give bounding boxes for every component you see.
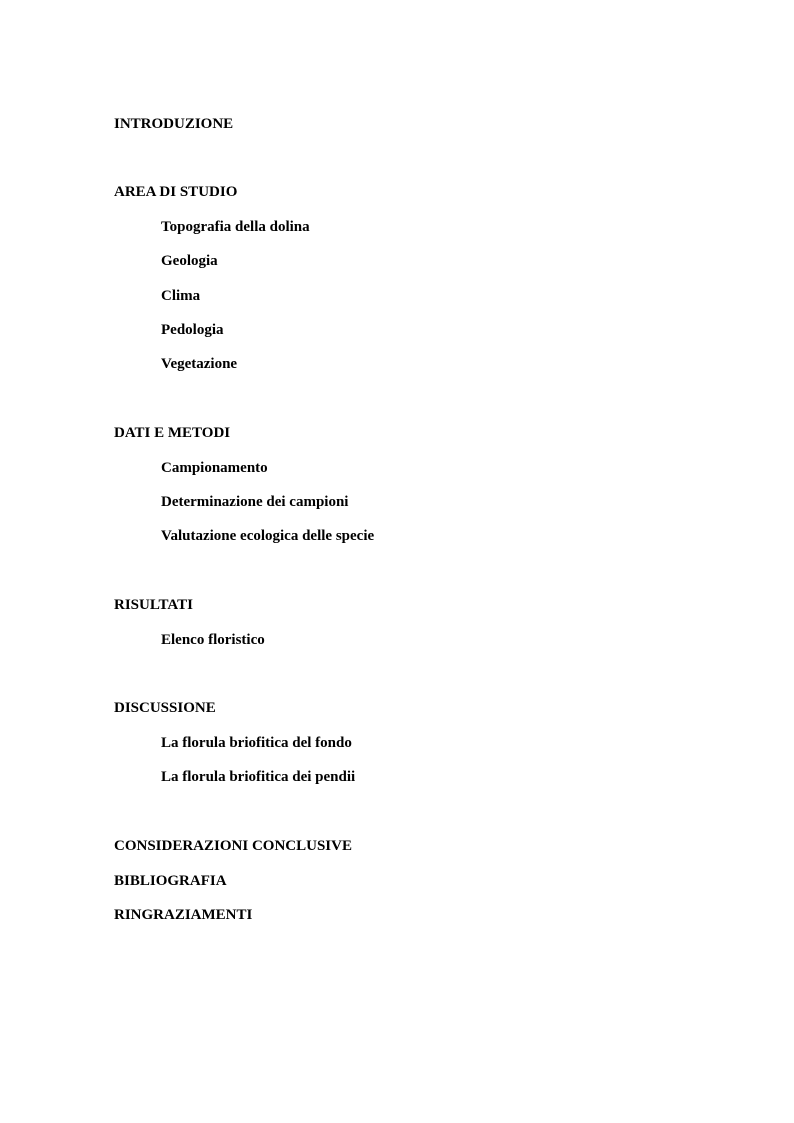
toc-heading-introduzione: INTRODUZIONE	[114, 116, 234, 132]
toc-item-florula-fondo: La florula briofitica del fondo	[161, 735, 352, 751]
toc-item-florula-pendii: La florula briofitica dei pendii	[161, 769, 356, 785]
toc-item-determinazione: Determinazione dei campioni	[161, 494, 349, 510]
toc-heading-discussione: DISCUSSIONE	[114, 700, 216, 716]
toc-heading-dati-e-metodi: DATI E METODI	[114, 425, 231, 441]
toc-heading-considerazioni: CONSIDERAZIONI CONCLUSIVE	[114, 838, 352, 854]
toc-item-campionamento: Campionamento	[161, 460, 268, 476]
toc-item-clima: Clima	[161, 288, 201, 304]
toc-heading-bibliografia: BIBLIOGRAFIA	[114, 873, 227, 889]
toc-heading-risultati: RISULTATI	[114, 597, 193, 613]
toc-item-elenco-floristico: Elenco floristico	[161, 632, 265, 648]
toc-heading-ringraziamenti: RINGRAZIAMENTI	[114, 907, 253, 923]
toc-item-topografia: Topografia della dolina	[161, 219, 310, 235]
toc-item-vegetazione: Vegetazione	[161, 356, 238, 372]
toc-item-geologia: Geologia	[161, 253, 218, 269]
toc-item-valutazione: Valutazione ecologica delle specie	[161, 528, 375, 544]
toc-item-pedologia: Pedologia	[161, 322, 224, 338]
toc-heading-area-di-studio: AREA DI STUDIO	[114, 184, 238, 200]
